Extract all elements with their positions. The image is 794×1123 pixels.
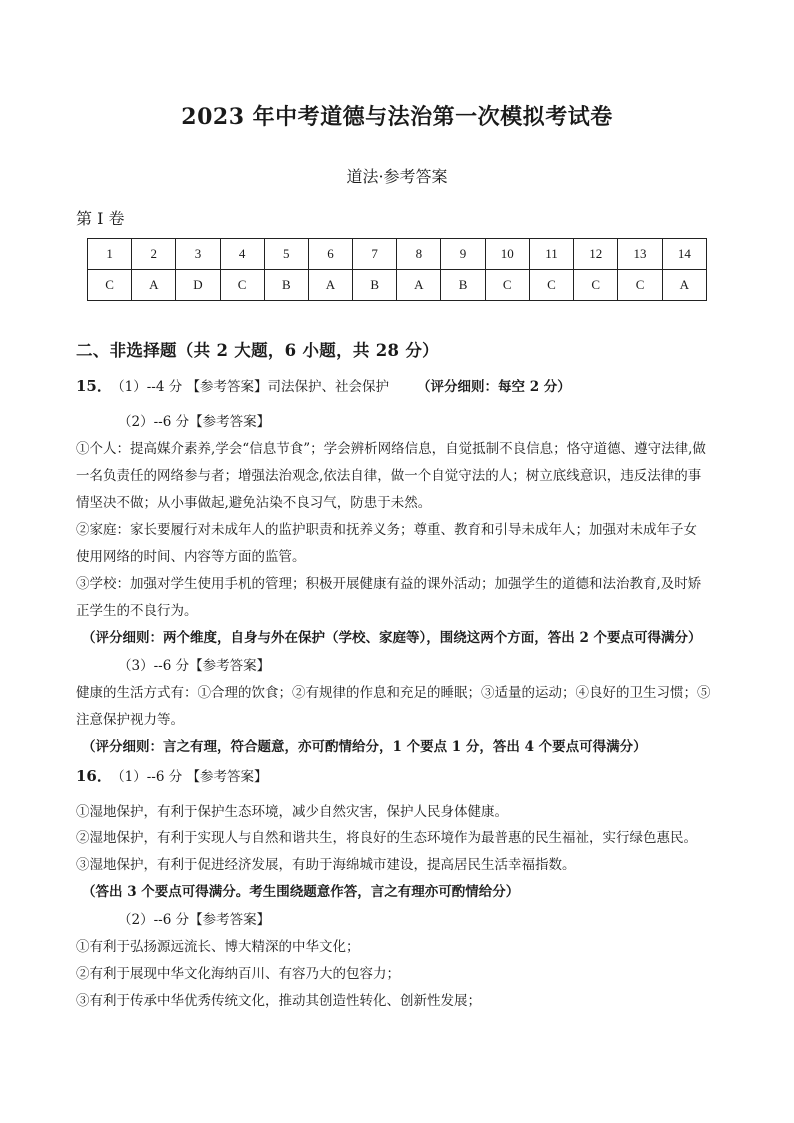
q15-part1-rule: （评分细则：每空 2 分） [417,379,571,395]
q16-part2-line: ③有利于传承中华优秀传统文化，推动其创造性转化、创新性发展； [76,993,481,1009]
question-number-cell: 10 [485,239,529,270]
volume-label: 第 I 卷 [76,209,125,228]
question-number-cell: 14 [662,239,706,270]
question-number-cell: 1 [88,239,132,270]
answer-cell: A [132,270,176,301]
answer-cell: B [441,270,485,301]
question-number-cell: 7 [353,239,397,270]
answer-table-answer-row [88,270,707,301]
answer-cell: B [264,270,308,301]
answer-cell: C [220,270,264,301]
question-number-cell: 2 [132,239,176,270]
q15-part3-line: 注意保护视力等。 [76,712,184,728]
q15-part2-line: 情坚决不做；从小事做起,避免沾染不良习气，防患于未然。 [76,495,432,511]
q15-part3-rule: （评分细则：言之有理，符合题意，亦可酌情给分，1 个要点 1 分，答出 4 个要点可得满分） [82,739,647,755]
q16-part2-heading: （2）--6 分【参考答案】 [118,912,271,928]
q15-part2-line: ③学校：加强对学生使用手机的管理；积极开展健康有益的课外活动；加强学生的道德和法治教育,及时矫 [76,576,702,592]
q15-part3-heading: （3）--6 分【参考答案】 [118,658,271,674]
q16-part1-rule: （答出 3 个要点可得满分。考生围绕题意作答，言之有理亦可酌情给分） [82,884,520,900]
answer-cell: A [397,270,441,301]
q15-part1 [76,375,571,396]
q16-part1-line: ②湿地保护，有利于实现人与自然和谐共生，将良好的生态环境作为最普惠的民生福祉，实行绿色惠民。 [76,830,697,846]
question-number-cell: 6 [308,239,352,270]
q15-part2-line: ①个人：提高媒介素养,学会“信息节食”；学会辨析网络信息，自觉抵制不良信息；恪守道德、遵守法律,做 [76,441,706,457]
q15-number: 15． [76,377,112,395]
q16-part2-line: ②有利于展现中华文化海纳百川、有容乃大的包容力； [76,966,400,982]
q15-part2-line: 使用网络的时间、内容等方面的监管。 [76,549,306,565]
question-number-cell: 12 [574,239,618,270]
q15-part2-line: 一名负责任的网络参与者；增强法治观念,依法自律，做一个自觉守法的人；树立底线意识，违反法律的事 [76,468,702,484]
answer-cell: C [529,270,573,301]
answer-cell: A [662,270,706,301]
page-title: 2023 年中考道德与法治第一次模拟考试卷 [181,104,613,130]
q15-part2-line: ②家庭：家长要履行对未成年人的监护职责和抚养义务；尊重、教育和引导未成年人；加强对未成年子女 [76,522,697,538]
answer-cell: C [574,270,618,301]
q16-number: 16． [76,767,112,785]
page-subtitle: 道法·参考答案 [346,167,448,186]
question-number-cell: 13 [618,239,662,270]
answer-cell: A [308,270,352,301]
q15-part1-answer: （1）--4 分 【参考答案】司法保护、社会保护 [117,379,390,395]
answer-cell: B [353,270,397,301]
q16-part1-line: ③湿地保护，有利于促进经济发展，有助于海绵城市建设，提高居民生活幸福指数。 [76,857,576,873]
q15-part2-line: 正学生的不良行为。 [76,603,198,619]
q16-part1 [76,765,268,786]
q16-part2-line: ①有利于弘扬源远流长、博大精深的中华文化； [76,939,360,955]
q15-part2-rule: （评分细则：两个维度，自身与外在保护（学校、家庭等），围绕这两个方面，答出 2 个要点可得满分） [82,630,702,646]
question-number-cell: 4 [220,239,264,270]
q15-part2-heading: （2）--6 分【参考答案】 [118,414,271,430]
question-number-cell: 5 [264,239,308,270]
answer-cell: C [485,270,529,301]
question-number-cell: 9 [441,239,485,270]
question-number-cell: 11 [529,239,573,270]
answer-cell: D [176,270,220,301]
question-number-cell: 8 [397,239,441,270]
answer-cell: C [618,270,662,301]
answer-table-number-row [88,239,707,270]
q16-part1-line: ①湿地保护，有利于保护生态环境，减少自然灾害，保护人民身体健康。 [76,804,508,820]
q15-part3-line: 健康的生活方式有：①合理的饮食；②有规律的作息和充足的睡眠；③适量的运动；④良好的卫生习惯；⑤ [76,685,711,701]
q16-part1-heading: （1）--6 分 【参考答案】 [117,769,268,785]
answer-table [87,238,707,301]
question-number-cell: 3 [176,239,220,270]
section-two-heading: 二、非选择题（共 2 大题，6 小题，共 28 分） [76,341,439,360]
answer-cell: C [88,270,132,301]
